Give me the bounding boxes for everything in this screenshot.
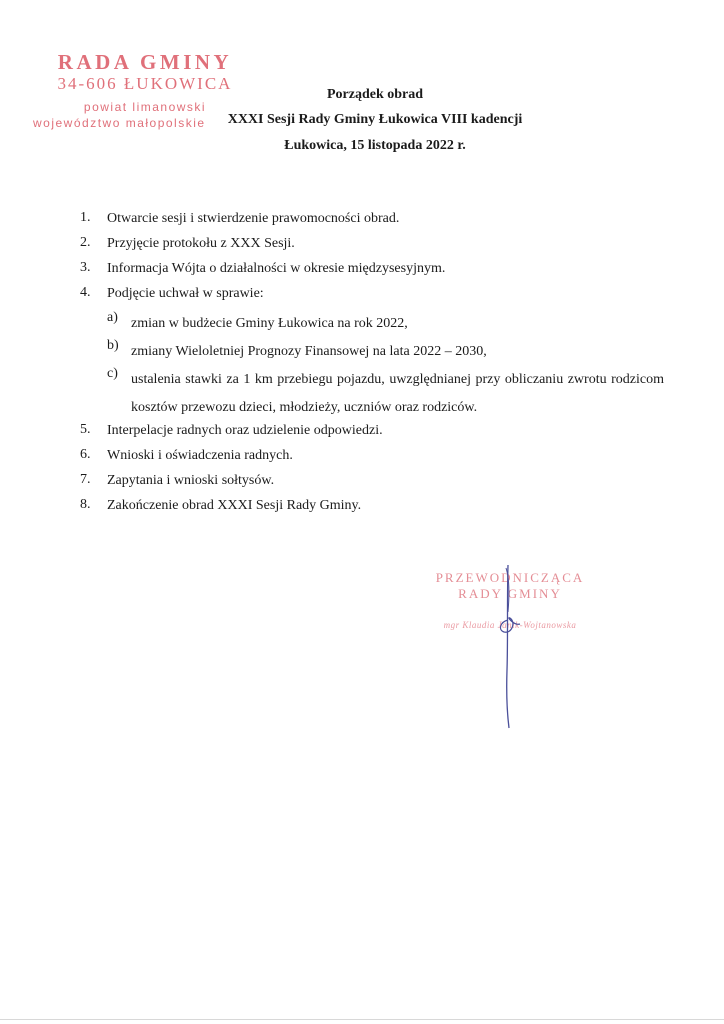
place-date: Łukowica, 15 listopada 2022 r. bbox=[284, 138, 466, 153]
agenda-subitem bbox=[107, 338, 664, 366]
agenda-item bbox=[80, 235, 664, 260]
agenda-item-number: 1. bbox=[80, 210, 91, 225]
agenda-item-number: 3. bbox=[80, 260, 91, 275]
document-subtitle: XXXI Sesji Rady Gminy Łukowica VIII kadencji bbox=[227, 112, 523, 127]
agenda-item bbox=[80, 472, 664, 497]
agenda-subitem-letter: c) bbox=[107, 366, 118, 381]
agenda-item-text: Informacja Wójta o działalności w okresie międzysesyjnym. bbox=[107, 261, 446, 276]
agenda-item-number: 7. bbox=[80, 472, 91, 487]
agenda-subitem-text: zmiany Wieloletniej Prognozy Finansowej na lata 2022 – 2030, bbox=[131, 344, 487, 359]
signature-stamp-line-2: RADY GMINY bbox=[458, 586, 562, 601]
signature-stamp-name: mgr Klaudia Janik-Wojtanowska bbox=[443, 620, 577, 630]
page-edge-line bbox=[0, 1019, 724, 1020]
agenda-item bbox=[80, 285, 664, 310]
agenda-item-number: 8. bbox=[80, 497, 91, 512]
agenda-list bbox=[80, 210, 664, 522]
agenda-subitem bbox=[107, 310, 664, 338]
document-title: Porządek obrad bbox=[326, 87, 424, 102]
agenda-item-text: Zapytania i wnioski sołtysów. bbox=[107, 473, 275, 488]
agenda-item-number: 4. bbox=[80, 285, 91, 300]
agenda-item-number: 6. bbox=[80, 447, 91, 462]
agenda-item-text: Przyjęcie protokołu z XXX Sesji. bbox=[107, 236, 295, 251]
signature-stamp-line-1: PRZEWODNICZĄCA bbox=[435, 570, 585, 585]
agenda-subitem-letter: b) bbox=[107, 338, 119, 353]
stamp-line-3: powiat limanowski bbox=[83, 100, 207, 114]
stamp-line-4: województwo małopolskie bbox=[33, 116, 206, 130]
agenda-subitem-text: zmian w budżecie Gminy Łukowica na rok 2022, bbox=[131, 316, 408, 331]
agenda-item-text: Podjęcie uchwał w sprawie: bbox=[107, 286, 264, 301]
agenda-item bbox=[80, 447, 664, 472]
agenda-item bbox=[80, 260, 664, 285]
agenda-item bbox=[80, 422, 664, 447]
agenda-item-text: Interpelacje radnych oraz udzielenie odpowiedzi. bbox=[107, 423, 383, 438]
agenda-item-text: Wnioski i oświadczenia radnych. bbox=[107, 448, 293, 463]
stamp-line-2: 34-606 ŁUKOWICA bbox=[57, 74, 233, 93]
agenda-item-text: Otwarcie sesji i stwierdzenie prawomocności obrad. bbox=[107, 211, 400, 226]
agenda-item-text: Zakończenie obrad XXXI Sesji Rady Gminy. bbox=[107, 498, 362, 513]
agenda-item-number: 5. bbox=[80, 422, 91, 437]
agenda-subitem-text: ustalenia stawki za 1 km przebiegu pojazdu, uwzględnianej przy obliczaniu zwrotu rodzicom kosztów przewozu dzieci, młodzieży, uczniów oraz rodziców. bbox=[131, 372, 664, 415]
agenda-subitem-letter: a) bbox=[107, 310, 118, 325]
handwritten-signature bbox=[490, 560, 530, 730]
agenda-item bbox=[80, 497, 664, 522]
stamp-line-1: RADA GMINY bbox=[57, 50, 233, 74]
agenda-subitem bbox=[107, 366, 664, 422]
agenda-item bbox=[80, 210, 664, 235]
agenda-item-number: 2. bbox=[80, 235, 91, 250]
